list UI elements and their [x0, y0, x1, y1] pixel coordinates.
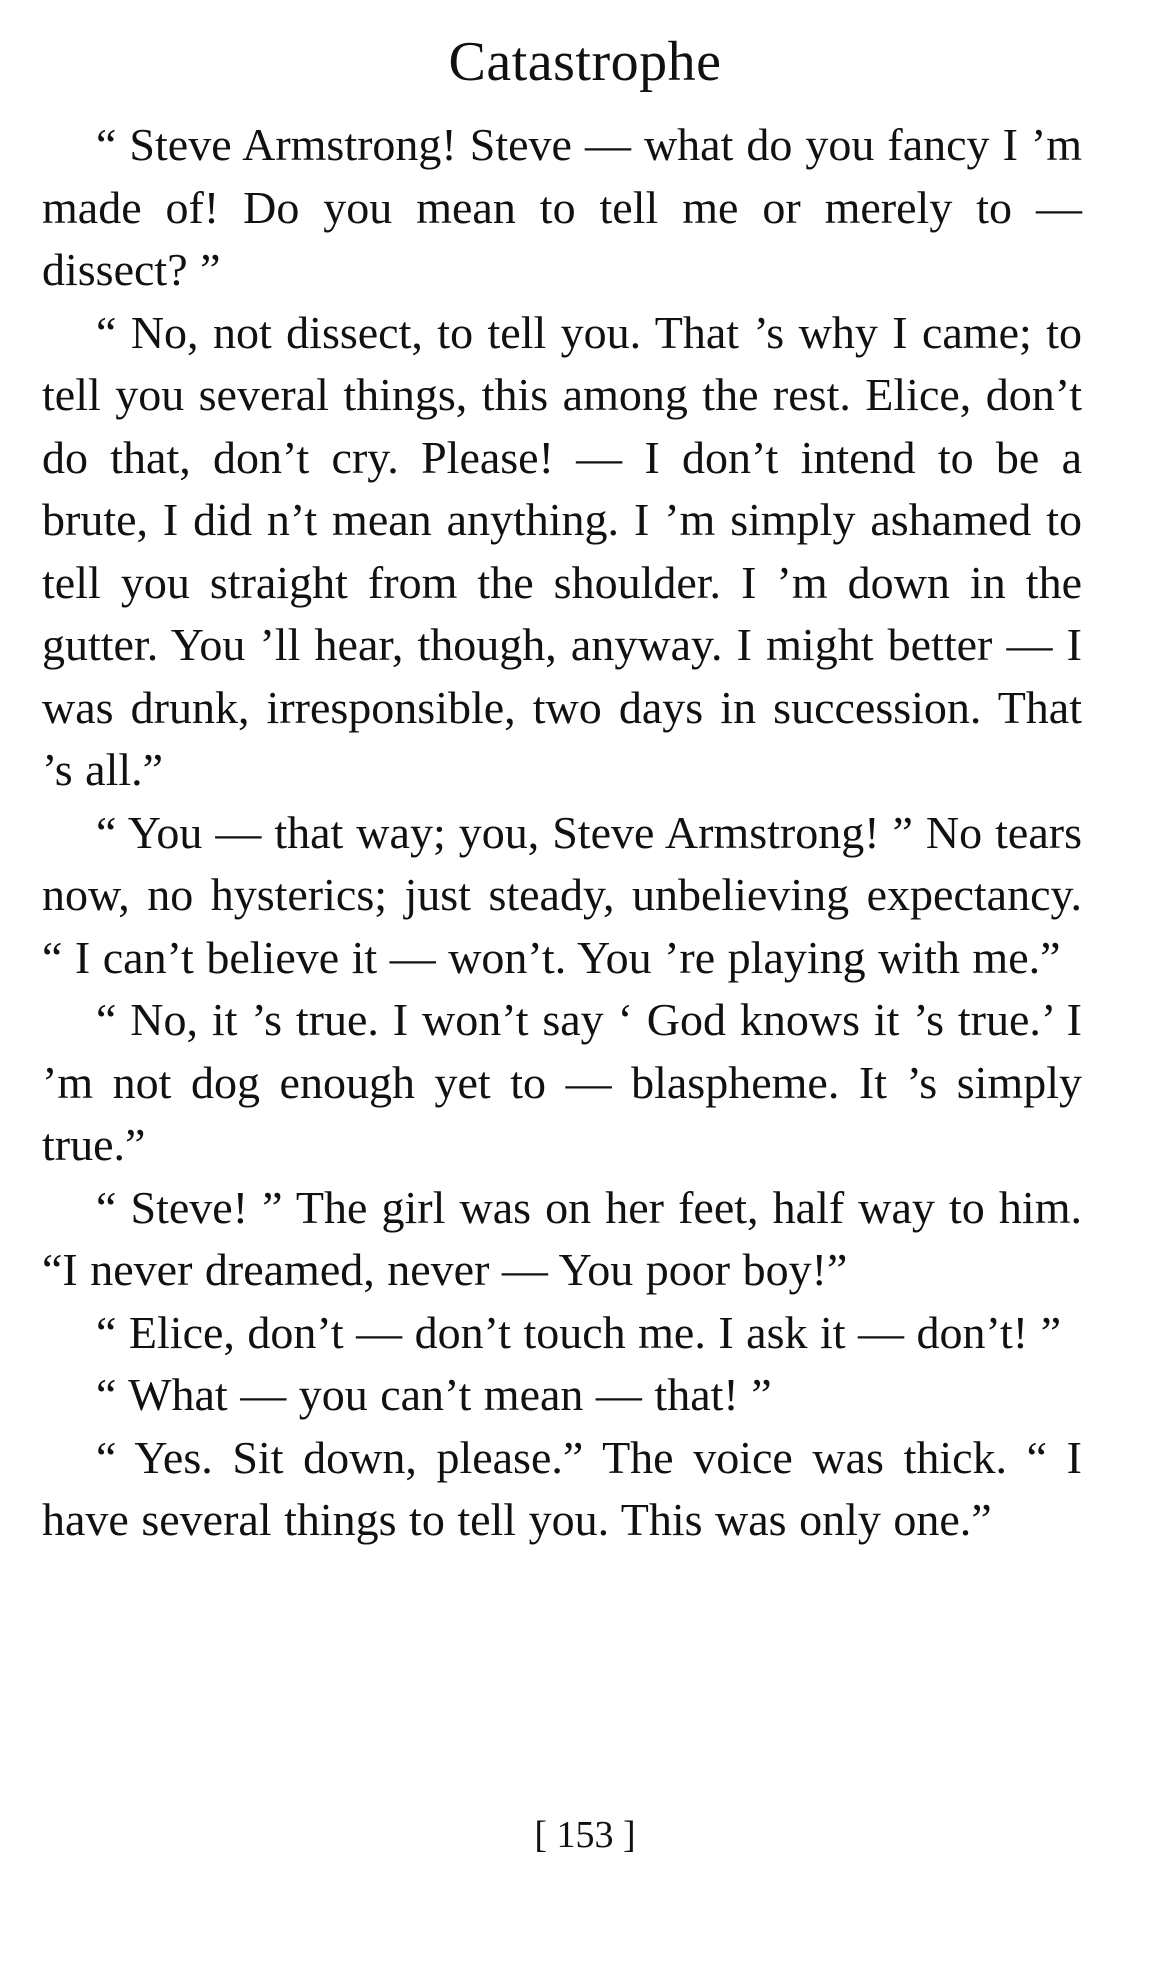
paragraph: “ Elice, don’t — don’t touch me. I ask it — don’t! ”	[96, 1306, 1062, 1358]
paragraph: “ Yes. Sit down, please.” The voice was thick. “ I have several things to tell you. This was only one.”	[42, 1431, 1082, 1545]
page-number: [ 153 ]	[534, 1814, 636, 1856]
paragraph: “ Steve Armstrong! Steve — what do you fancy I ’m made of! Do you mean to tell me or merely to — dissect? ”	[42, 119, 1082, 295]
paragraph: “ No, it ’s true. I won’t say ‘ God knows it ’s true.’ I ’m not dog enough yet to — blaspheme. It ’s simply true.”	[42, 994, 1082, 1170]
running-head: Catastrophe	[448, 31, 722, 93]
paragraph: “ No, not dissect, to tell you. That ’s why I came; to tell you several things, this among the rest. Elice, don’t do that, don’t cry. Please! — I don’t intend to be a brute, I did n’t mean anything. I ’m simply ashamed to tell you straight from the shoulder. I ’m down in the gutter. You ’ll hear, though, anyway. I might better — I was drunk, irresponsible, two days in succession. That ’s all.”	[42, 306, 1082, 795]
paragraph: “ Steve! ” The girl was on her feet, half way to him. “I never dreamed, never — You poor boy!”	[42, 1181, 1082, 1295]
paragraph: “ What — you can’t mean — that! ”	[96, 1369, 772, 1420]
body-text	[42, 114, 1082, 1552]
paragraph: “ You — that way; you, Steve Armstrong! ” No tears now, no hysterics; just steady, unbelieving expectancy. “ I can’t believe it — won’t. You ’re playing with me.”	[42, 806, 1082, 983]
